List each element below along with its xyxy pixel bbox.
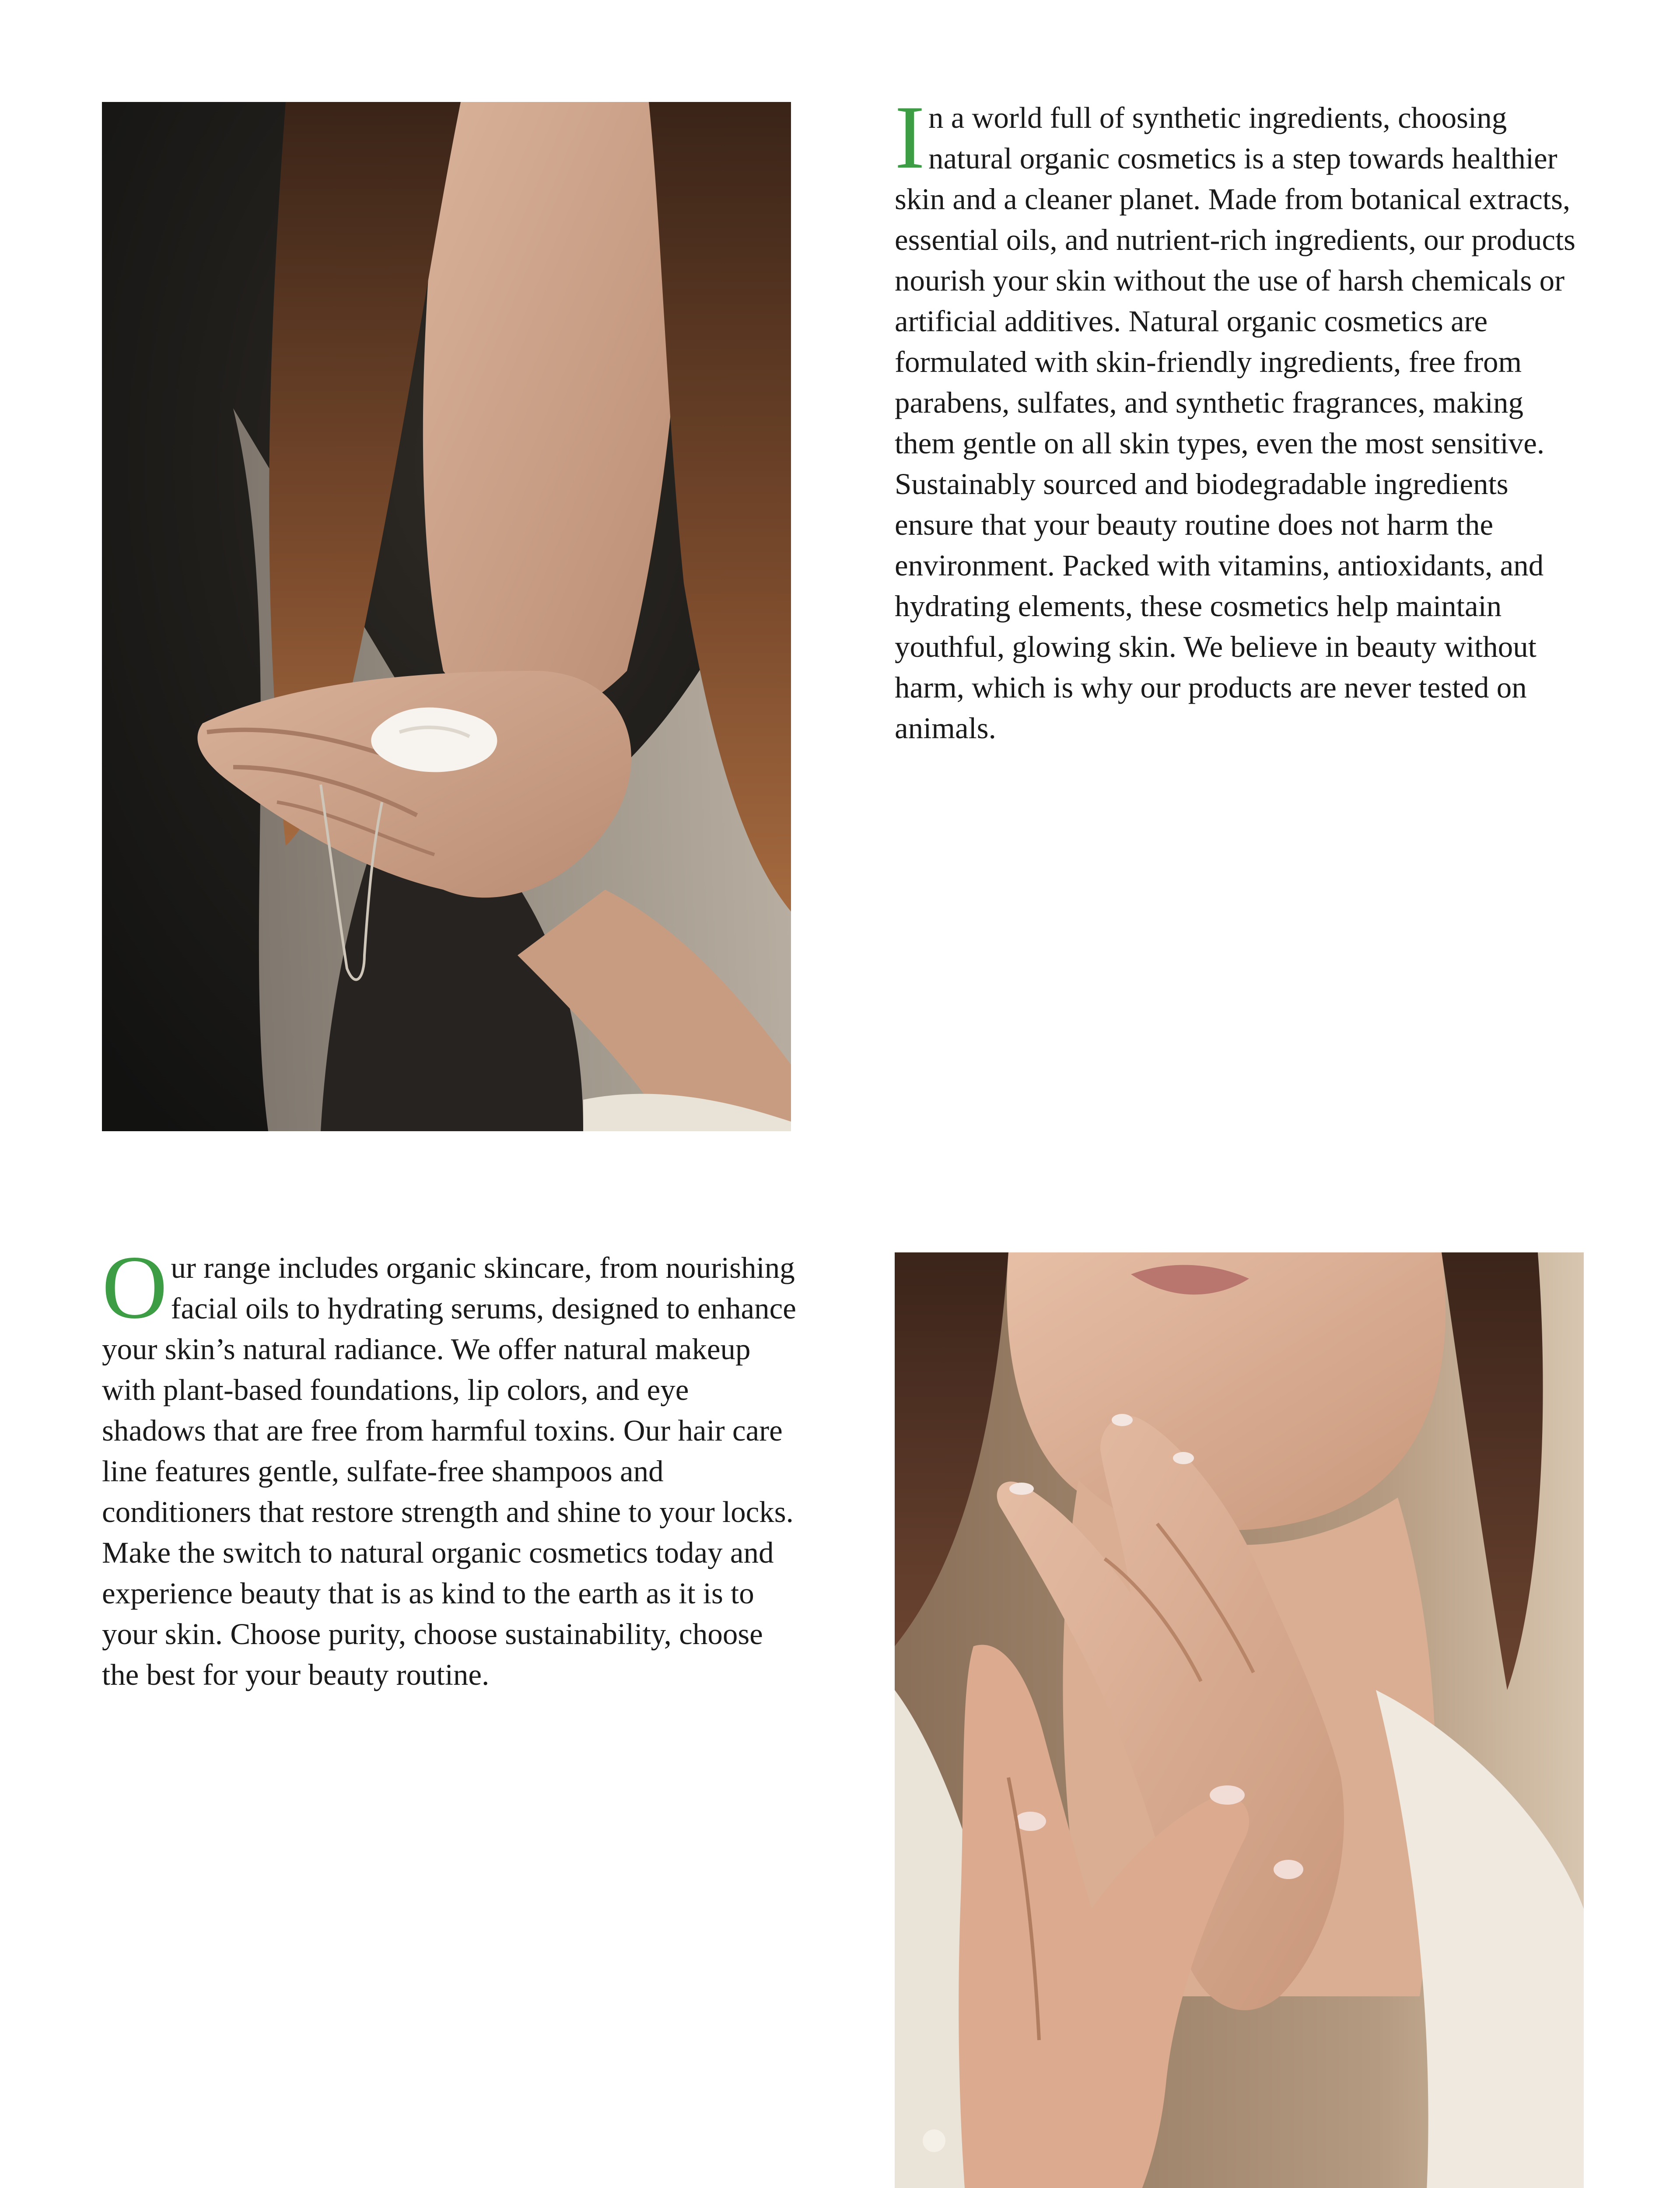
product-range-paragraph [102,1237,798,1695]
photo-hands-at-chin-art [895,1252,1584,2188]
photo-cream-in-palm-art [102,102,791,1131]
photo-hands-at-chin [895,1252,1584,2188]
dropcap-letter: O [102,1237,168,1337]
dropcap-letter: I [895,87,925,187]
photo-cream-in-palm [102,102,791,1131]
intro-paragraph-text: n a world full of synthetic ingredients, choosing natural organic cosmetics is a step towards healthier skin and a cleaner planet. Made from botanical extracts, essential oils, and nutrient-rich ingredients, our products nourish your skin without the use of harsh chemicals or artificial additives. Natural organic cosmetics are formulated with skin-friendly ingredients, free from parabens, sulfates, and synthetic fragrances, making them gentle on all skin types, even the most sensitive. Sustainably sourced and biodegradable ingredients ensure that your beauty routine does not harm the environment. Packed with vitamins, antioxidants, and hydrating elements, these cosmetics help maintain youthful, glowing skin. We believe in beauty without harm, which is why our products are never tested on animals. [895,101,1575,745]
intro-paragraph [895,87,1590,749]
product-range-paragraph-text: ur range includes organic skincare, from nourishing facial oils to hydrating serums, designed to enhance your skin’s natural radiance. We offer natural makeup with plant-based foundations, lip colors, and eye shadows that are free from harmful toxins. Our hair care line features gentle, sulfate-free shampoos and conditioners that restore strength and shine to your locks. Make the switch to natural organic cosmetics today and experience beauty that is as kind to the earth as it is to your skin. Choose purity, choose sustainability, choose the best for your beauty routine. [102,1251,796,1691]
